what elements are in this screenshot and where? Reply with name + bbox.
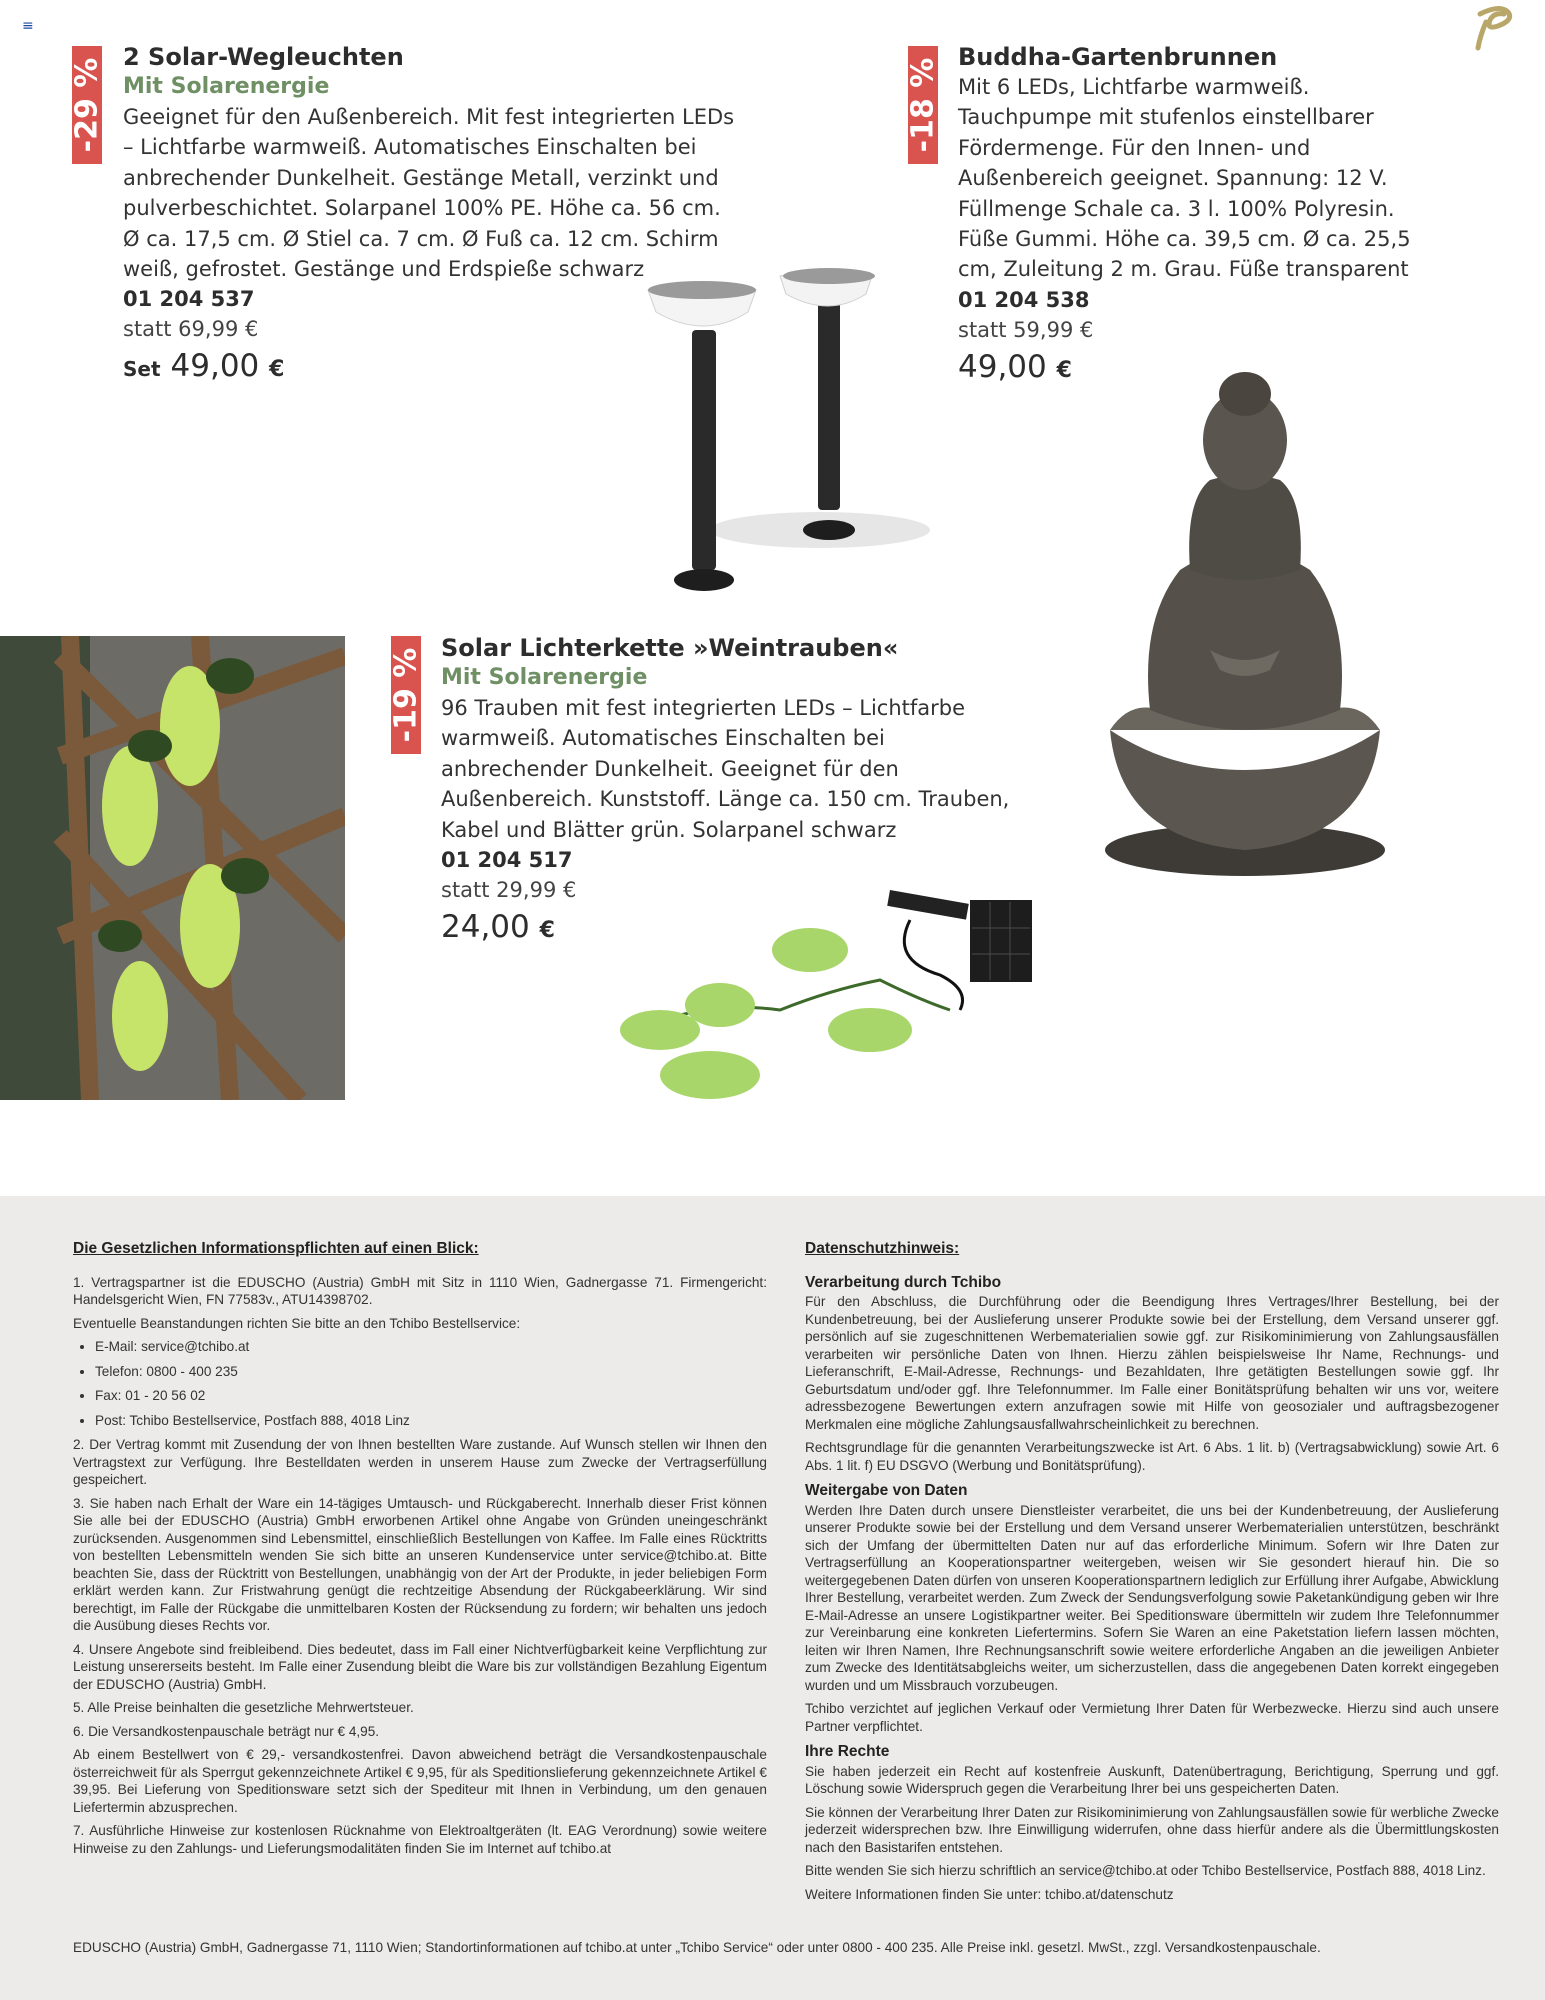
privacy-right-column	[805, 1240, 1499, 1909]
old-price: statt 69,99 €	[123, 317, 259, 342]
legal-footer: EDUSCHO (Austria) GmbH, Gadnergasse 71, 1110 Wien; Standortinformationen auf tchibo.at unter „Tchibo Service“ oder unter 0800 - 400 235. Alle Preise inkl. gesetzl. MwSt., zzgl. Versandkostenpauschale.	[73, 1940, 1321, 1955]
privacy-paragraph: Sie können der Verarbeitung Ihrer Daten zur Risikominimierung von Zahlungsausfällen sowie für werbliche Zwecke jederzeit widersprechen bzw. Ihre Einwilligung widerrufen, ohne dass hierfür andere als die Übermittlungskosten nach den Basistarifen entstehen.	[805, 1804, 1499, 1855]
privacy-subheading: Verarbeitung durch Tchibo	[805, 1273, 1002, 1291]
product-description: 96 Trauben mit fest integrierten LEDs – Lichtfarbe warmweiß. Automatisches Einschalten bei anbrechender Dunkelheit. Geeignet für den Außenbereich. Kunststoff. Länge ca. 150 cm. Trauben, Kabel und Blätter grün. Solarpanel schwarz	[441, 696, 1010, 842]
contact-fax: • Fax: 01 - 20 56 02	[95, 1387, 767, 1405]
legal-paragraph: Eventuelle Beanstandungen richten Sie bitte an den Tchibo Bestellservice:	[73, 1315, 521, 1331]
privacy-subheading: Ihre Rechte	[805, 1743, 890, 1760]
product-subtitle: Mit Solarenergie	[441, 665, 648, 690]
legal-paragraph: 5. Alle Preise beinhalten die gesetzliche Mehrwertsteuer.	[73, 1700, 414, 1715]
old-price: statt 59,99 €	[958, 317, 1094, 342]
legal-paragraph: 2. Der Vertrag kommt mit Zusendung der von Ihnen bestellten Ware zustande. Auf Wunsch stellen wir Ihnen den Vertragstext zur Verfügung. Ihre Bestelldaten werden in unserem Hause zum Zwecke der Vertragserfüllung gespeichert.	[73, 1437, 767, 1487]
privacy-contact[interactable]: Bitte wenden Sie sich hierzu schriftlich an service@tchibo.at oder Tchibo Bestellservice, Postfach 888, 4018 Linz.	[805, 1863, 1486, 1878]
legal-left-column	[73, 1240, 767, 1863]
contact-phone[interactable]: • Telefon: 0800 - 400 235	[95, 1363, 767, 1381]
article-number: 01 204 517	[441, 848, 573, 873]
discount-badge: -19 %	[391, 636, 421, 754]
contact-post: • Post: Tchibo Bestellservice, Postfach 888, 4018 Linz	[95, 1412, 767, 1430]
privacy-paragraph: Rechtsgrundlage für die genannten Verarbeitungszwecke ist Art. 6 Abs. 1 lit. b) (Vertragsabwicklung) sowie Art. 6 Abs. 1 lit. f) EU DSGVO (Werbung und Bonitätsprüfung).	[805, 1440, 1499, 1473]
product-title: Solar Lichterkette »Weintrauben«	[441, 634, 899, 662]
legal-paragraph: 4. Unsere Angebote sind freibleibend. Dies bedeutet, dass im Fall einer Nichtverfügbarkeit keine Verpflichtung zur Leistung unsererseits besteht. Im Falle einer Zusendung bleibt die Ware bis zur vollständigen Bezahlung Eigentum der EDUSCHO (Austria) GmbH.	[73, 1641, 767, 1692]
privacy-paragraph: Werden Ihre Daten durch unsere Dienstleister verarbeitet, die uns bei der Kundenbetreuung, der Auslieferung unserer Produkte sowie bei der Erstellung und dem Versand unserer Werbematerialien unterstützen, beschränkt sich der Umfang der übermittelten Daten nur auf das erforderliche Minimum. Sofern wir Ihre Daten zur Vertragserfüllung an Kooperationspartner weitergeben, weisen wir Sie gesondert hierauf hin. Die so weitergegebenen Daten dürfen von unseren Kooperationspartnern lediglich zur Erfüllung ihrer Aufgabe, Abwicklung Ihrer Bestellung, verarbeitet werden. Zum Zweck der Sendungsverfolgung sowie Paketankündigung geben wir Ihre E-Mail-Adresse an unsere Logistikpartner weiter. Bei Speditionsware übermitteln wir zudem Ihre Telefonnummer zur Vereinbarung eine konkreten Liefertermins. Sofern Sie Waren an eine Paketstation liefern lassen möchten, leiten wir Ihren Namen, Ihre Rechnungsanschrift sowie weitere erforderliche Angaben an die jeweiligen Anbieter zum Zwecke des Identitätsabgleichs weiter, um sicherzustellen, dass die angegebenen Daten korrekt eingegeben wurden und um Missbrauch vorzubeugen.	[805, 1502, 1499, 1693]
old-price: statt 29,99 €	[441, 878, 577, 903]
product-title: Buddha-Gartenbrunnen	[958, 43, 1278, 71]
price: 49,00 €	[958, 348, 1072, 385]
product-buddha-gartenbrunnen	[958, 42, 1418, 393]
product-title: 2 Solar-Wegleuchten	[123, 43, 404, 71]
price: 24,00 €	[441, 909, 555, 946]
tchibo-logo[interactable]	[1460, 0, 1520, 56]
price: Set 49,00 €	[123, 348, 285, 385]
tchibo-logo-icon	[1460, 0, 1520, 56]
privacy-paragraph: Sie haben jederzeit ein Recht auf kostenfreie Auskunft, Datenübertragung, Berichtigung, Sperrung und ggf. Löschung sowie Widerspruch gegen die Verarbeitung Ihrer bei uns gespeicherten Daten.	[805, 1763, 1499, 1796]
product-description: Mit 6 LEDs, Lichtfarbe warmweiß. Tauchpumpe mit stufenlos einstellbarer Fördermenge. Für den Innen- und Außenbereich geeignet. Spannung: 12 V. Füllmenge Schale ca. 3 l. 100% Polyresin. Füße Gummi. Höhe ca. 39,5 cm. Ø ca. 25,5 cm, Zuleitung 2 m. Grau. Füße transparent	[958, 75, 1411, 282]
product-image-solar-lamps	[640, 260, 930, 600]
contact-list	[73, 1338, 767, 1429]
legal-heading: Die Gesetzlichen Informationspflichten auf einen Blick:	[73, 1240, 479, 1257]
article-number: 01 204 538	[958, 287, 1090, 312]
discount-badge: -18 %	[908, 46, 938, 164]
privacy-heading: Datenschutzhinweis:	[805, 1240, 960, 1257]
legal-paragraph: 6. Die Versandkostenpauschale beträgt nur € 4,95.	[73, 1723, 380, 1739]
lifestyle-photo-grape-lights	[0, 636, 345, 1100]
discount-badge: -29 %	[72, 46, 102, 164]
product-subtitle: Mit Solarenergie	[123, 74, 330, 99]
legal-paragraph: 3. Sie haben nach Erhalt der Ware ein 14-tägiges Umtausch- und Rückgaberecht. Innerhalb dieser Frist können Sie alle bei der EDUSCHO (Austria) GmbH erworbenen Artikel ohne Angabe von Gründen uneingeschränkt zurücksenden. Ausgenommen sind Lebensmittel, einschließlich Bestellungen von Kaffee. Im Falle eines Rücktritts von bestellten Lebensmitteln wenden Sie sich bitte an unseren Kundenservice unter service@tchibo.at. Bitte beachten Sie, dass der Rücktritt von Bestellungen, unabhängig von der Art der Produkte, in jeder beliebigen Form erklärt werden kann. Zur Fristwahrung genügt die rechtzeitige Absendung der Rückgabeerklärung. Wir sind berechtigt, im Falle der Rückgabe die unmittelbaren Kosten der Rücksendung zu fordern; wir behalten uns jedoch die Ausübung dieses Rechts vor.	[73, 1495, 767, 1633]
legal-information-section	[0, 1196, 1545, 2000]
article-number: 01 204 537	[123, 287, 255, 312]
corner-mark: ≡	[22, 18, 34, 34]
legal-paragraph: 7. Ausführliche Hinweise zur kostenlosen Rücknahme von Elektroaltgeräten (lt. EAG Verordnung) sowie weitere Hinweise zu den Zahlungs- und Lieferungsmodalitäten finden Sie im Internet auf tchibo.at	[73, 1823, 767, 1856]
privacy-link[interactable]: Weitere Informationen finden Sie unter: tchibo.at/datenschutz	[805, 1886, 1174, 1902]
product-description: Geeignet für den Außenbereich. Mit fest integrierten LEDs – Lichtfarbe warmweiß. Automatisches Einschalten bei anbrechender Dunkelheit. Gestänge Metall, verzinkt und pulverbeschichtet. Solarpanel 100% PE. Höhe ca. 56 cm. Ø ca. 17,5 cm. Ø Stiel ca. 7 cm. Ø Fuß ca. 12 cm. Schirm weiß, gefrostet. Gestänge und Erdspieße schwarz	[123, 105, 735, 282]
contact-email[interactable]: • E-Mail: service@tchibo.at	[95, 1338, 767, 1356]
privacy-paragraph: Für den Abschluss, die Durchführung oder die Beendigung Ihres Vertrages/Ihrer Bestellung, bei der Kundenbetreuung, bei der Auslieferung unserer Produkte sowie bei der Erstellung, dem Versand unserer ggf. persönlich auf sie zugeschnittenen Werbematerialien sowie ggf. zur Risikominimierung von Zahlungsausfällen verarbeiten wir persönliche Daten von Ihnen. Hierzu zählen beispielsweise Ihr Name, Rechnungs- und Lieferanschrift, E-Mail-Adresse, Rechnungs- und Bezahldaten, Ihre getätigten Bestellungen sowie ggf. Ihr Geburtsdatum und/oder ggf. Ihre Telefonnummer. Im Falle einer Bonitätsprüfung behalten wir uns vor, weitere adressbezogene Bewertungen extern anzufragen sowie mit Hilfe von geosozialer und auftragsbezogener Merkmalen eine mögliche Zahlungsausfallwahrscheinlichkeit zu berechnen.	[805, 1294, 1499, 1432]
privacy-subheading: Weitergabe von Daten	[805, 1482, 968, 1499]
privacy-paragraph: Tchibo verzichtet auf jeglichen Verkauf oder Vermietung Ihrer Daten für Werbezwecke. Hierzu sind auch unsere Partner verpflichtet.	[805, 1701, 1499, 1734]
legal-paragraph: Ab einem Bestellwert von € 29,- versandkostenfrei. Davon abweichend beträgt die Versandkostenpauschale österreichweit für als Sperrgut gekennzeichnete Artikel € 9,95, für als Speditionslieferung gekennzeichnete Artikel € 39,95. Bei Lieferung von Speditionsware setzt sich der Spediteur mit Ihnen in Verbindung, um den genauen Liefertermin abzusprechen.	[73, 1747, 767, 1815]
legal-paragraph: 1. Vertragspartner ist die EDUSCHO (Austria) GmbH mit Sitz in 1110 Wien, Gadnergasse 71. Firmengericht: Handelsgericht Wien, FN 77583v., ATU14398702.	[73, 1274, 767, 1307]
product-image-grape-chain	[590, 880, 1040, 1140]
product-image-buddha-fountain	[1090, 370, 1400, 890]
